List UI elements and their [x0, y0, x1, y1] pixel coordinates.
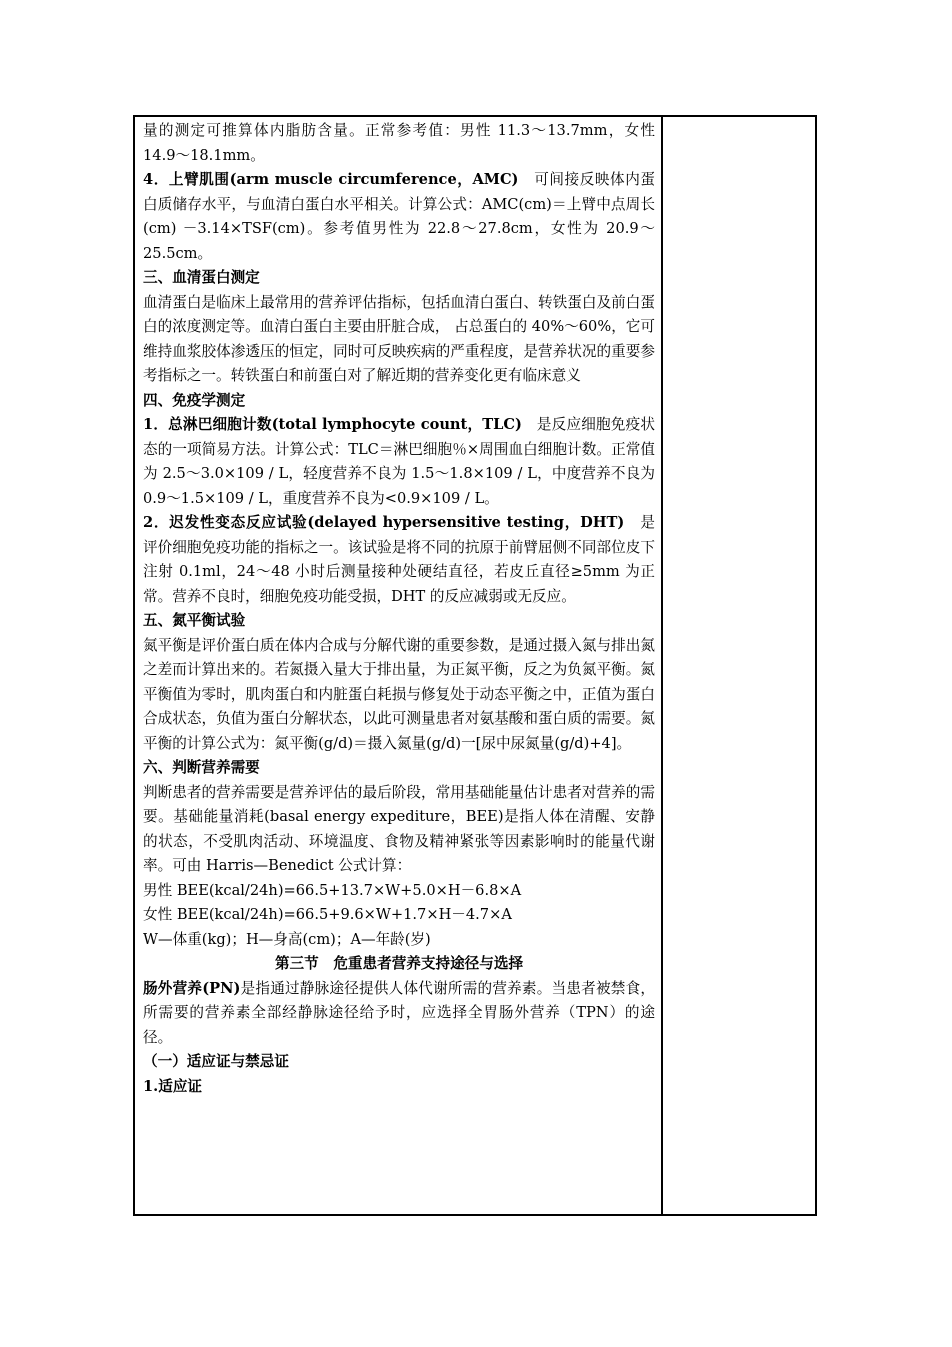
formula-male-bee: 男性 BEE(kcal/24h)=66.5+13.7×W+5.0×H－6.8×A: [143, 881, 522, 899]
paragraph-parenteral-nutrition: 肠外营养(PN)是指通过静脉途径提供人体代谢所需的营养素。当患者被禁食，所需要的营养素全部经静脉途径给予时，应选择全胃肠外营养（TPN）的途径。: [143, 979, 655, 1046]
side-empty-cell: [663, 117, 815, 1214]
paragraph-nutrition-needs: 判断患者的营养需要是营养评估的最后阶段，常用基础能量估计患者对营养的需要。基础能量消耗(basal energy expediture，BEE)是指人体在清醒、安静的状态，不受肌肉活动、环境温度、食物及精神紧张等因素影响时的能量代谢率。可由 Harris—Benedict 公式计算：: [143, 783, 655, 874]
paragraph-tlc: 1．总淋巴细胞计数(total lymphocyte count，TLC) 是反应细胞免疫状态的一项简易方法。计算公式：TLC＝淋巴细胞％×周围血白细胞计数。正常值为 2.5～3.0×109 / L，轻度营养不良为 1.5～1.8×109 / L，中度营养不良为 0.9～1.5×109 / L，重度营养不良为<0.9×109 / L。: [143, 416, 655, 507]
heading-indications-contraindications: （一）适应证与禁忌证: [143, 1053, 289, 1070]
formula-female-bee: 女性 BEE(kcal/24h)=66.5+9.6×W+1.7×H－4.7×A: [143, 906, 512, 923]
formula-legend: W—体重(kg)；H—身高(cm)；A—年龄(岁): [143, 930, 431, 948]
page-table: [133, 115, 817, 1216]
heading-indications: 1.适应证: [143, 1077, 203, 1095]
document-body: [143, 119, 655, 1099]
section-title: 第三节 危重患者营养支持途径与选择: [274, 955, 524, 972]
paragraph-skinfold-reference: 量的测定可推算体内脂肪含量。正常参考值：男性 11.3～13.7mm，女性 14.9～18.1mm。: [143, 122, 655, 164]
heading-nutrition-needs: 六、判断营养需要: [143, 759, 260, 776]
paragraph-amc: 4．上臂肌围(arm muscle circumference，AMC) 可间接反映体内蛋白质储存水平，与血清白蛋白水平相关。计算公式：AMC(cm)＝上臂中点周长(cm) －3.14×TSF(cm)。参考值男性为 22.8～27.8cm，女性为 20.9～25.5cm。: [143, 171, 655, 262]
paragraph-dht: 2．迟发性变态反应试验(delayed hypersensitive testing，DHT) 是评价细胞免疫功能的指标之一。该试验是将不同的抗原于前臂屈侧不同部位皮下注射 0.1ml，24～48 小时后测量接种处硬结直径，若皮丘直径≥5mm 为正常。营养不良时，细胞免疫功能受损，DHT 的反应减弱或无反应。: [143, 514, 655, 605]
paragraph-nitrogen-balance: 氮平衡是评价蛋白质在体内合成与分解代谢的重要参数，是通过摄入氮与排出氮之差而计算出来的。若氮摄入量大于排出量，为正氮平衡，反之为负氮平衡。氮平衡值为零时，肌肉蛋白和内脏蛋白耗损与修复处于动态平衡之中，正值为蛋白合成状态，负值为蛋白分解状态，以此可测量患者对氨基酸和蛋白质的需要。氮平衡的计算公式为：氮平衡(g/d)＝摄入氮量(g/d)一[尿中尿氮量(g/d)+4]。: [143, 636, 655, 752]
main-content-cell: [135, 117, 663, 1214]
heading-immunology: 四、免疫学测定: [143, 391, 246, 409]
heading-serum-protein: 三、血清蛋白测定: [143, 269, 260, 286]
paragraph-serum-protein: 血清蛋白是临床上最常用的营养评估指标，包括血清白蛋白、转铁蛋白及前白蛋白的浓度测定等。血清白蛋白主要由肝脏合成， 占总蛋白的 40%～60%，它可维持血浆胶体渗透压的恒定，同时可反映疾病的严重程度，是营养状况的重要参考指标之一。转铁蛋白和前蛋白对了解近期的营养变化更有临床意义: [143, 293, 655, 384]
heading-nitrogen-balance: 五、氮平衡试验: [143, 612, 246, 629]
